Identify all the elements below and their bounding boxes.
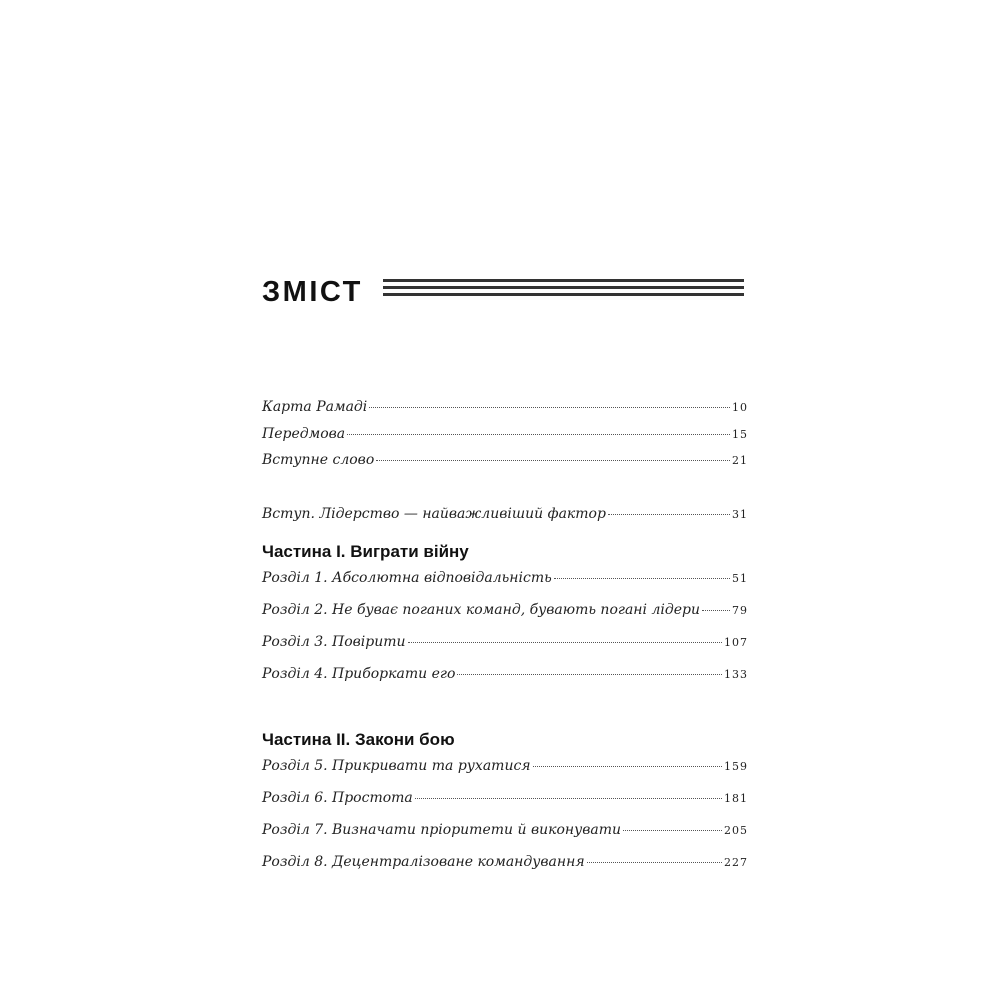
toc-entry-page: 15 [732,428,748,441]
dot-leader [376,460,730,461]
toc-entry-page: 21 [732,454,748,467]
toc-entry-page: 205 [724,824,748,837]
toc-entry[interactable] [262,426,748,442]
toc-entry[interactable] [262,758,748,774]
toc-heading-row [262,272,744,312]
toc-entry-title: Вступне слово [262,452,375,468]
toc-entry-title: Передмова [262,426,346,442]
dot-leader [347,434,730,435]
toc-entry-title: Вступ. Лідерство — найважливіший фактор [262,506,606,522]
rule-line [383,279,744,282]
toc-entry-title: Розділ 4. Приборкати его [262,666,456,682]
dot-leader [608,514,730,515]
part-heading: Частина II. Закони бою [262,730,455,749]
rule-line [383,293,744,296]
toc-entry[interactable] [262,570,748,586]
toc-entry[interactable] [262,854,748,870]
toc-entry-page: 159 [724,760,748,773]
dot-leader [369,407,730,408]
toc-entry-page: 79 [732,604,748,617]
toc-entry[interactable] [262,399,748,415]
toc-entry-page: 51 [732,572,748,585]
toc-entry-title: Розділ 3. Повірити [262,634,406,650]
toc-entry[interactable] [262,666,748,682]
page-title: ЗМІСТ [262,275,363,308]
toc-entry[interactable] [262,634,748,650]
dot-leader [587,862,722,863]
toc-entry-page: 227 [724,856,748,869]
dot-leader [457,674,722,675]
dot-leader [702,610,730,611]
dot-leader [623,830,722,831]
toc-entry-page: 107 [724,636,748,649]
toc-entry-title: Розділ 5. Прикривати та рухатися [262,758,531,774]
toc-entry-page: 181 [724,792,748,805]
toc-entry-title: Розділ 2. Не буває поганих команд, бувають погані лідери [262,602,700,618]
toc-entry-title: Розділ 7. Визначати пріоритети й виконувати [262,822,622,838]
toc-entry-page: 10 [732,401,748,414]
toc-entry-page: 31 [732,508,748,521]
toc-entry-page: 133 [724,668,748,681]
dot-leader [415,798,722,799]
toc-entry-intro[interactable] [262,506,748,522]
toc-entry-title: Розділ 8. Децентралізоване командування [262,854,585,870]
dot-leader [408,642,722,643]
toc-entry-title: Розділ 1. Абсолютна відповідальність [262,570,552,586]
toc-entry-title: Розділ 6. Простота [262,790,413,806]
toc-entry[interactable] [262,790,748,806]
decorative-rules [383,279,744,303]
toc-entry[interactable] [262,822,748,838]
toc-entry-title: Карта Рамаді [262,399,368,415]
part-heading: Частина I. Виграти війну [262,542,469,561]
dot-leader [554,578,730,579]
toc-entry[interactable] [262,452,748,468]
rule-line [383,286,744,289]
dot-leader [533,766,722,767]
toc-entry[interactable] [262,602,748,618]
